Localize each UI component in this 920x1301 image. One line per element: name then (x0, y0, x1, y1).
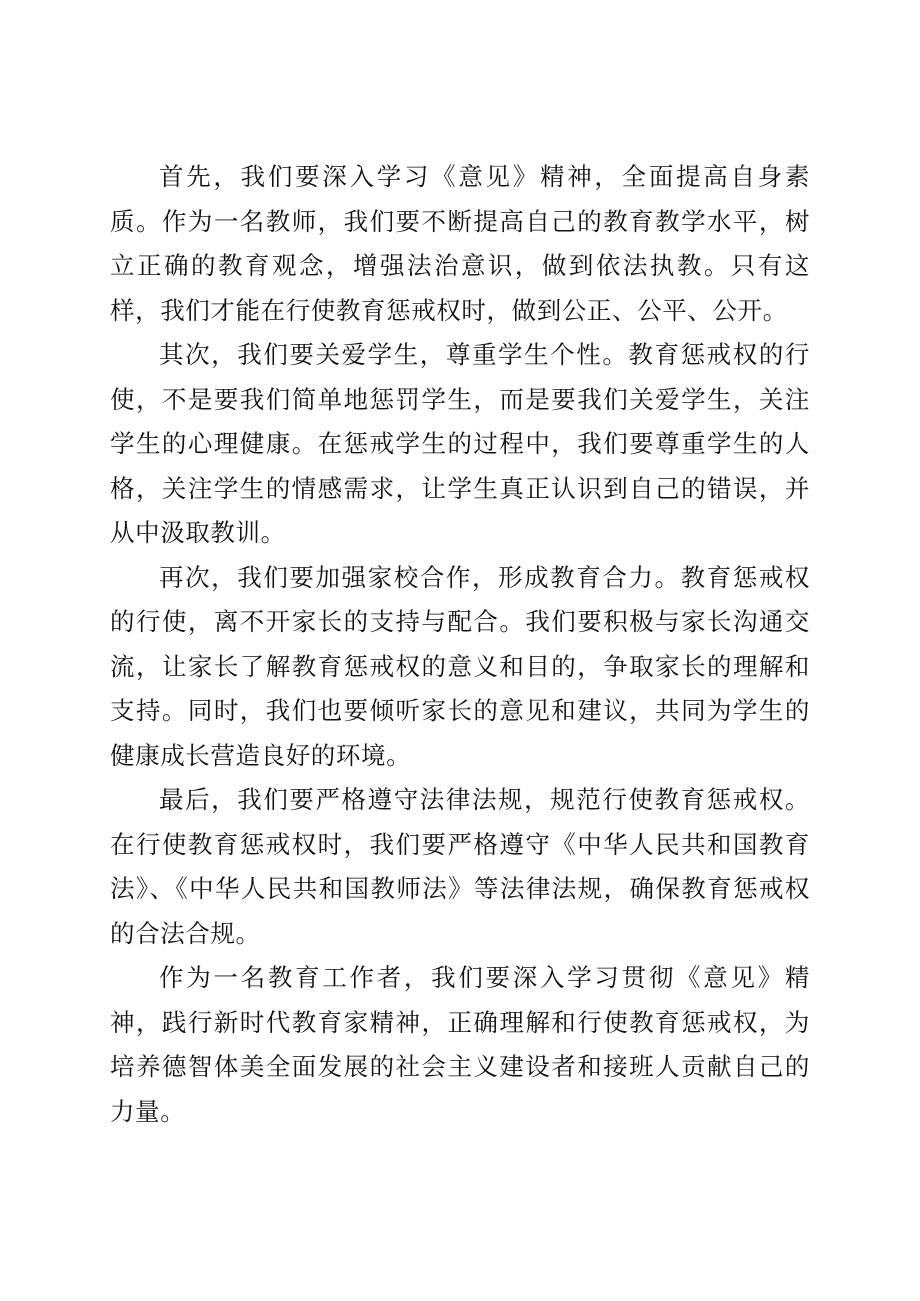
paragraph-first: 首先，我们要深入学习《意见》精神，全面提高自身素质。作为一名教师，我们要不断提高自己的教育教学水平，树立正确的教育观念，增强法治意识，做到依法执教。只有这样，我们才能在行使教育惩戒权时，做到公正、公平、公开。 (110, 162, 810, 325)
paragraph-second: 其次，我们要关爱学生，尊重学生个性。教育惩戒权的行使，不是要我们简单地惩罚学生，而是要我们关爱学生，关注学生的心理健康。在惩戒学生的过程中，我们要尊重学生的人格，关注学生的情感需求，让学生真正认识到自己的错误，并从中汲取教训。 (110, 340, 810, 547)
document-body (110, 155, 810, 1134)
paragraph-fourth: 最后，我们要严格遵守法律法规，规范行使教育惩戒权。在行使教育惩戒权时，我们要严格遵守《中华人民共和国教育法》、《中华人民共和国教师法》等法律法规，确保教育惩戒权的合法合规。 (110, 785, 810, 948)
paragraph-third: 再次，我们要加强家校合作，形成教育合力。教育惩戒权的行使，离不开家长的支持与配合。我们要积极与家长沟通交流，让家长了解教育惩戒权的意义和目的，争取家长的理解和支持。同时，我们也要倾听家长的意见和建议，共同为学生的健康成长营造良好的环境。 (110, 562, 810, 770)
paragraph-conclusion: 作为一名教育工作者，我们要深入学习贯彻《意见》精神，践行新时代教育家精神，正确理解和行使教育惩戒权，为培养德智体美全面发展的社会主义建设者和接班人贡献自己的力量。 (110, 963, 810, 1126)
